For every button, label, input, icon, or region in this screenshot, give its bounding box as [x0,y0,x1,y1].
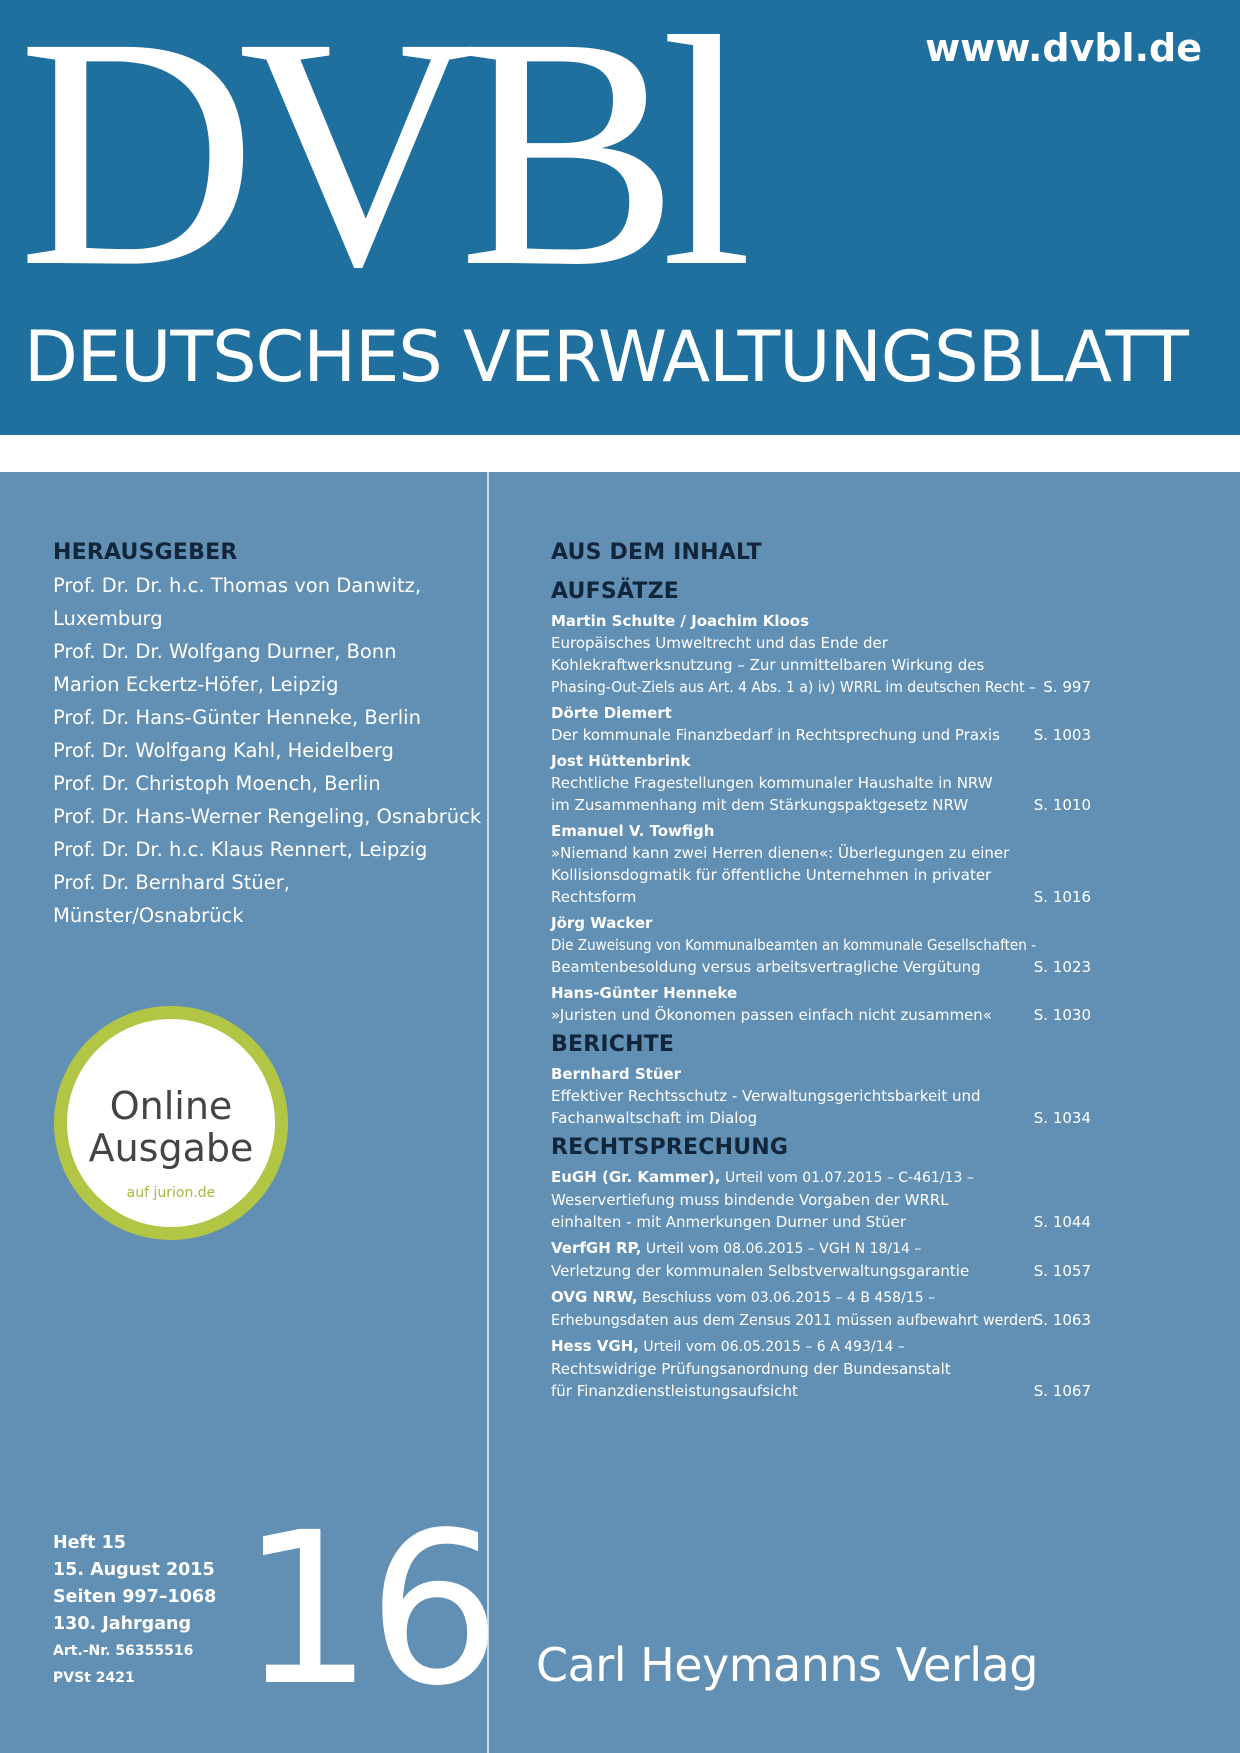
entry-verdict: Urteil vom 06.05.2015 – 6 A 493/14 – [638,1339,905,1355]
editor-line: Prof. Dr. Christoph Moench, Berlin [53,772,381,795]
contents-heading: AUS DEM INHALT [551,540,762,565]
entry-author: Bernhard Stüer [551,1065,682,1083]
entry-page: S. 1003 [1033,726,1091,744]
editor-line: Prof. Dr. Wolfgang Kahl, Heidelberg [53,739,394,762]
toc-entry[interactable] [551,912,1091,978]
editor-line: Prof. Dr. Dr. Wolfgang Durner, Bonn [53,640,397,663]
entry-title-line: Kohlekraftwerksnutzung – Zur unmittelbaren Wirkung des [551,656,985,674]
entry-title-line: Weservertiefung muss bindende Vorgaben der WRRL [551,1191,949,1209]
editor-line: Prof. Dr. Dr. h.c. Klaus Rennert, Leipzig [53,838,428,861]
entry-page: S. 1057 [1033,1262,1091,1280]
entry-title-line: Der kommunale Finanzbedarf in Rechtsprechung und Praxis [551,726,1000,744]
badge-online-text: Online [109,1084,233,1128]
entry-page: S. 1034 [1033,1109,1091,1127]
toc-entry[interactable] [551,982,1091,1026]
entry-title-line: Die Zuweisung von Kommunalbeamten an kommunale Gesellschaften - [551,936,1036,954]
entry-title-line: Kollisionsdogmatik für öffentliche Unternehmen in privater [551,866,992,884]
issue-pvst: PVSt 2421 [53,1670,135,1686]
entry-page: S. 1023 [1033,958,1091,976]
entry-title-line: Effektiver Rechtsschutz - Verwaltungsgerichtsbarkeit und [551,1087,981,1105]
editor-line: Münster/Osnabrück [53,904,244,927]
entry-court: Hess VGH, [551,1337,639,1355]
editors-section [53,540,482,932]
issue-info [53,1530,216,1692]
issue-volume: 130. Jahrgang [53,1614,192,1634]
entry-page: S. 1010 [1033,796,1091,814]
toc-entry[interactable] [551,1063,1091,1129]
entry-verdict: Beschluss vom 03.06.2015 – 4 B 458/15 – [637,1290,936,1306]
toc-entry[interactable] [551,702,1091,746]
issue-pages: Seiten 997–1068 [53,1587,217,1607]
publisher-name: Carl Heymanns Verlag [536,1638,1038,1692]
badge-jurion-text: auf jurion.de [126,1185,216,1201]
entry-page: S. 1063 [1033,1311,1091,1329]
entry-title-line: Fachanwaltschaft im Dialog [551,1109,758,1127]
online-edition-badge[interactable] [54,1006,288,1240]
editor-line: Marion Eckertz-Höfer, Leipzig [53,673,339,696]
table-of-contents [551,540,1091,1406]
badge-ausgabe-text: Ausgabe [88,1126,254,1170]
entry-page: S. 1016 [1033,888,1091,906]
entry-author: Dörte Diemert [551,704,672,722]
editor-line: Prof. Dr. Hans-Günter Henneke, Berlin [53,706,421,729]
editors-heading: HERAUSGEBER [53,540,238,565]
issue-article-number: Art.-Nr. 56355516 [53,1643,194,1659]
entry-title-line: Rechtliche Fragestellungen kommunaler Haushalte in NRW [551,774,993,792]
editors-list [53,569,482,932]
rechtsprechung-heading: RECHTSPRECHUNG [551,1135,789,1160]
entry-title-line: Phasing-Out-Ziels aus Art. 4 Abs. 1 a) iv) WRRL im deutschen Recht – [551,678,1036,696]
editor-line: Prof. Dr. Hans-Werner Rengeling, Osnabrück [53,805,482,828]
toc-entry[interactable] [551,750,1091,816]
issue-date: 15. August 2015 [53,1560,215,1580]
entry-author: Hans-Günter Henneke [551,984,738,1002]
header-divider-band [0,435,1240,472]
issue-heft: Heft 15 [53,1533,126,1553]
toc-entry[interactable] [551,1166,1091,1233]
entry-page: S. 1044 [1033,1213,1091,1231]
toc-entry[interactable] [551,1335,1091,1402]
entry-title-line: Beamtenbesoldung versus arbeitsvertragliche Vergütung [551,958,981,976]
entry-page: S. 1030 [1033,1006,1091,1024]
entry-page: S. 997 [1043,678,1091,696]
toc-entry[interactable] [551,1237,1091,1282]
toc-entry[interactable] [551,820,1091,908]
entry-author: Martin Schulte / Joachim Kloos [551,612,809,630]
entry-title-line: Europäisches Umweltrecht und das Ende der [551,634,888,652]
entry-title-line: »Niemand kann zwei Herren dienen«: Überlegungen zu einer [551,844,1010,862]
entry-author: Jost Hüttenbrink [551,752,691,770]
entry-title-line: »Juristen und Ökonomen passen einfach nicht zusammen« [551,1006,992,1024]
entry-verdict: Urteil vom 08.06.2015 – VGH N 18/14 – [641,1241,922,1257]
journal-title: DEUTSCHES VERWALTUNGSBLATT [24,316,1188,398]
entry-court: VerfGH RP, [551,1239,642,1257]
entry-title-line: einhalten - mit Anmerkungen Durner und Stüer [551,1213,907,1231]
entry-title-line: für Finanzdienstleistungsaufsicht [551,1382,798,1400]
website-url[interactable]: www.dvbl.de [925,26,1202,70]
entry-author: Emanuel V. Towfigh [551,822,715,840]
entry-court: EuGH (Gr. Kammer), [551,1168,721,1186]
journal-logo: DVBl [18,0,735,335]
editor-line: Luxemburg [53,607,163,630]
entry-title-line: Rechtsform [551,888,637,906]
editor-line: Prof. Dr. Bernhard Stüer, [53,871,290,894]
issue-number: 16 [240,1487,496,1732]
entry-page: S. 1067 [1033,1382,1091,1400]
entry-court: OVG NRW, [551,1288,638,1306]
entry-title-line: Rechtswidrige Prüfungsanordnung der Bundesanstalt [551,1360,951,1378]
toc-entry[interactable] [551,1286,1091,1331]
berichte-heading: BERICHTE [551,1032,675,1057]
entry-title-line: Erhebungsdaten aus dem Zensus 2011 müssen aufbewahrt werden [551,1311,1036,1329]
masthead [0,0,1240,435]
aufsaetze-heading: AUFSÄTZE [551,579,679,604]
entry-title-line: Verletzung der kommunalen Selbstverwaltungsgarantie [551,1262,970,1280]
toc-entry[interactable] [551,610,1091,698]
entry-verdict: Urteil vom 01.07.2015 – C-461/13 – [720,1170,974,1186]
editor-line: Prof. Dr. Dr. h.c. Thomas von Danwitz, [53,574,422,597]
entry-title-line: im Zusammenhang mit dem Stärkungspaktgesetz NRW [551,796,969,814]
entry-author: Jörg Wacker [551,914,653,932]
